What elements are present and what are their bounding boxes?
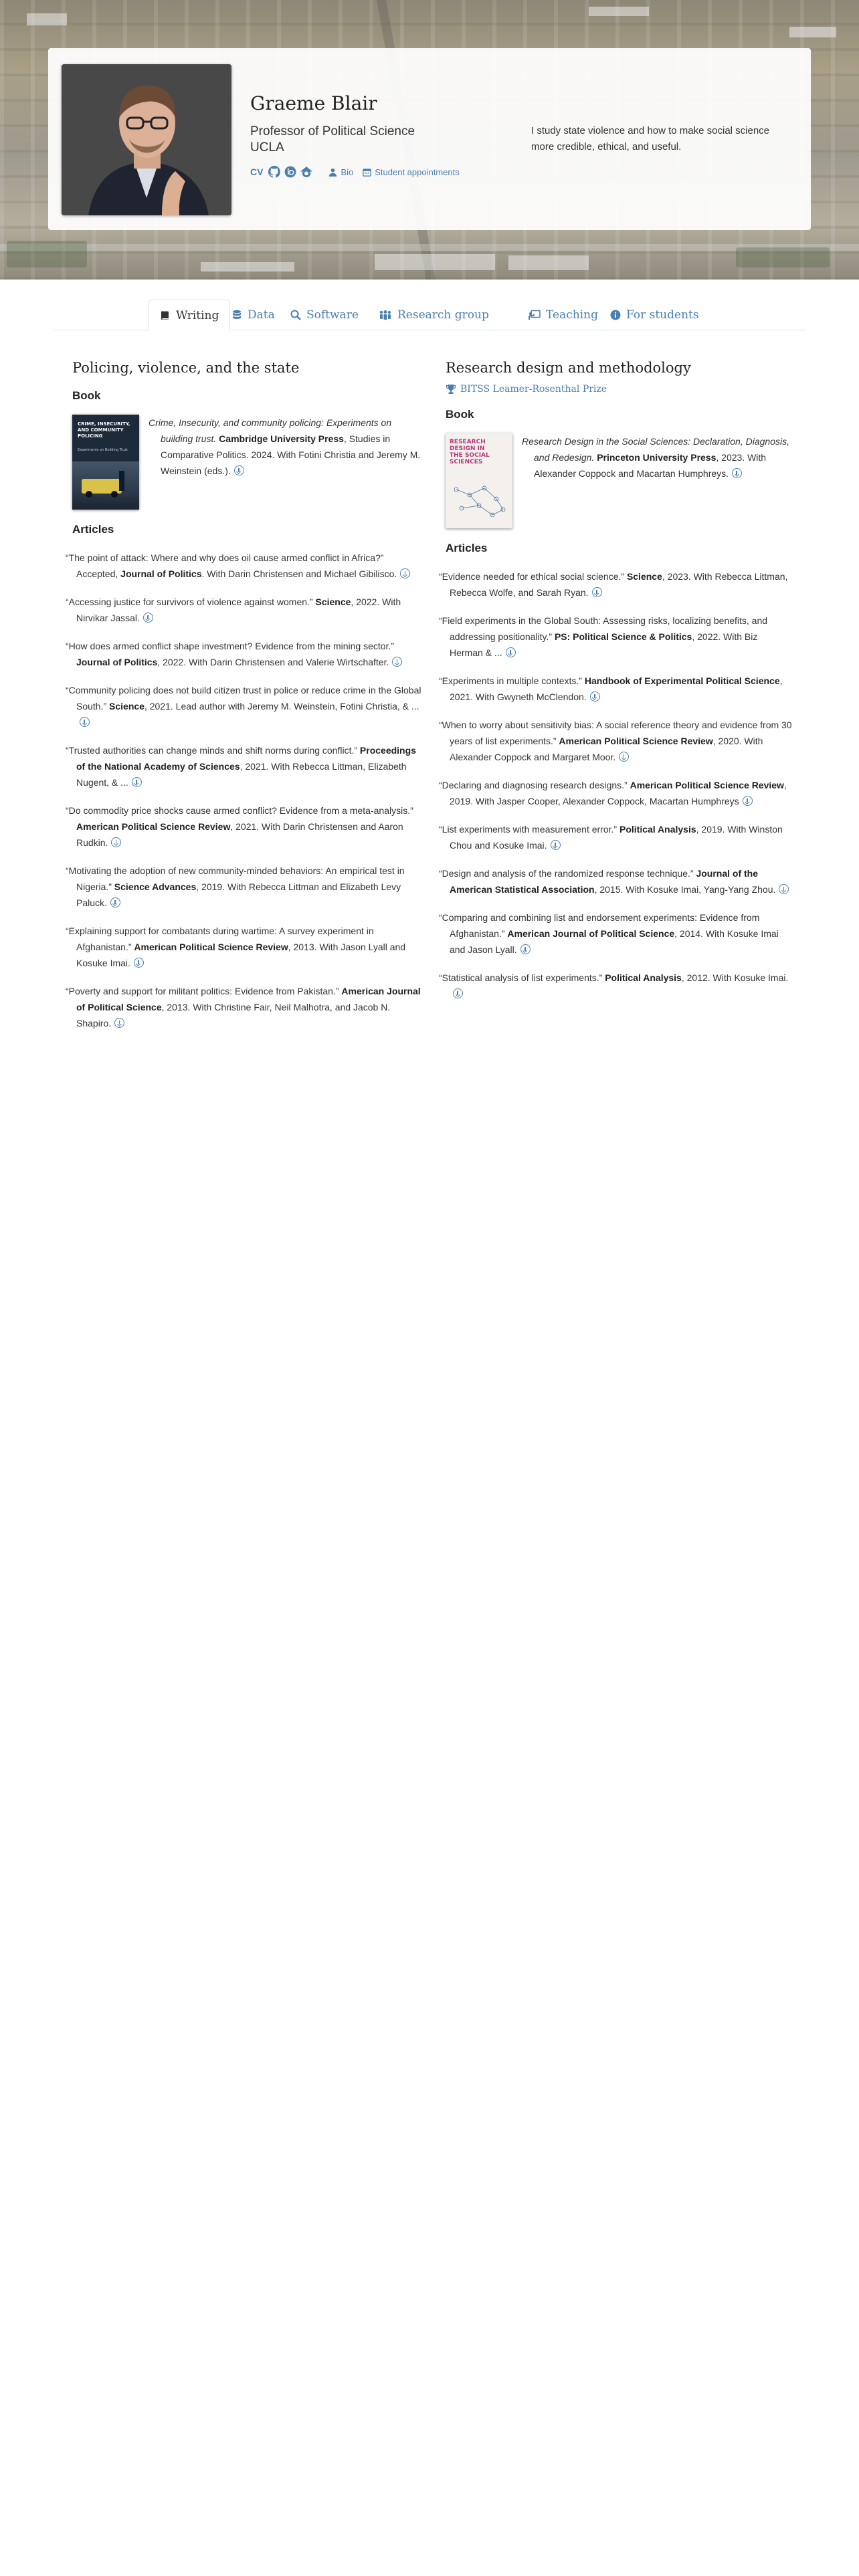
article-details: , 2021. With Rebecca Littman, Elizabeth Nugent, & ...	[76, 761, 407, 788]
portrait-image	[62, 64, 231, 215]
article-title: “Trusted authorities can change minds and shift norms during conflict.”	[66, 745, 358, 756]
tab-label: Writing	[176, 308, 219, 322]
book-cover[interactable]	[72, 415, 139, 510]
article-details: , 2022. With Darin Christensen and Valerie Wirtschafter.	[157, 657, 389, 667]
profile-name: Graeme Blair	[250, 92, 377, 114]
article-title: “Motivating the adoption of new community-minded behaviors: An empirical test in Nigeria.”	[66, 865, 405, 892]
tab-software[interactable]	[280, 300, 369, 330]
bio-label: Bio	[341, 167, 354, 177]
article-item	[439, 821, 793, 853]
download-icon[interactable]	[453, 988, 463, 998]
article-venue: Political Analysis	[605, 972, 682, 983]
articles-list	[439, 568, 793, 1002]
article-item	[66, 638, 421, 670]
article-item	[66, 682, 421, 730]
download-icon[interactable]	[551, 840, 561, 850]
download-icon[interactable]	[400, 568, 410, 578]
article-venue: Science	[109, 701, 145, 712]
download-icon[interactable]	[619, 752, 629, 762]
profile-photo	[62, 64, 231, 215]
search-code-icon	[290, 310, 301, 320]
book-citation	[522, 433, 793, 528]
download-icon[interactable]	[590, 691, 600, 702]
tab-writing[interactable]	[149, 300, 230, 331]
profile-position: Professor of Political Science	[250, 124, 415, 138]
article-details: , 2019. With Jasper Cooper, Alexander Coppock, Macartan Humphreys	[450, 780, 787, 807]
book-publisher[interactable]: Princeton University Press	[597, 452, 717, 463]
article-title: “List experiments with measurement error.”	[439, 824, 617, 835]
article-venue: American Political Science Review	[76, 821, 231, 832]
policing-column	[66, 356, 421, 1043]
articles-heading: Articles	[446, 542, 488, 554]
article-venue: American Political Science Review	[559, 736, 713, 746]
article-item	[66, 983, 421, 1031]
article-details: , 2013. With Christine Fair, Neil Malhotra, and Jacob N. Shapiro.	[76, 1002, 391, 1029]
trophy-icon	[446, 384, 456, 395]
article-details: , 2014. With Kosuke Imai and Jason Lyall.	[450, 928, 779, 955]
person-icon	[328, 168, 337, 177]
book-entry	[66, 415, 421, 510]
article-item	[439, 909, 793, 958]
tab-label: For students	[626, 308, 699, 322]
article-venue: Science	[315, 597, 351, 607]
hero-road	[0, 244, 859, 251]
article-title: “Do commodity price shocks cause armed conflict? Evidence from a meta-analysis.”	[66, 805, 413, 816]
article-venue: American Political Science Review	[134, 942, 288, 952]
article-details: , 2019. With Rebecca Littman and Elizabeth Levy Paluck.	[76, 881, 401, 908]
database-icon	[231, 310, 242, 320]
article-venue: Proceedings of the National Academy of Sciences	[76, 745, 416, 772]
download-icon[interactable]	[234, 465, 244, 475]
article-title: “Comparing and combining list and endorsement experiments: Evidence from Afghanistan.”	[439, 912, 760, 939]
cover-pattern	[450, 483, 508, 523]
article-details: , 2015. With Kosuke Imai, Yang-Yang Zhou.	[594, 884, 776, 895]
info-icon	[610, 310, 621, 320]
book-details: , 2023. With Alexander Coppock and Macartan Humphreys.	[534, 452, 767, 479]
article-title: “Field experiments in the Global South: Assessing risks, localizing benefits, and addressing positionality.”	[439, 615, 768, 642]
articles-heading: Articles	[72, 523, 114, 536]
tab-for-students[interactable]	[599, 300, 710, 330]
download-icon[interactable]	[110, 897, 120, 907]
article-item	[66, 802, 421, 851]
tab-label: Teaching	[546, 308, 598, 322]
article-title: “Accessing justice for survivors of violence against women.”	[66, 597, 313, 607]
download-icon[interactable]	[732, 468, 742, 478]
article-details: , 2012. With Kosuke Imai.	[681, 972, 789, 983]
article-title: “Design and analysis of the randomized response technique.”	[439, 868, 694, 879]
article-venue: Political Analysis	[619, 824, 696, 835]
download-icon[interactable]	[779, 884, 789, 894]
article-title: “Community policing does not build citizen trust in police or reduce crime in the Global South.”	[66, 685, 421, 712]
article-item	[66, 863, 421, 911]
article-item	[439, 970, 793, 1002]
article-details: , 2022. With Nirvikar Jassal.	[76, 597, 401, 623]
download-icon[interactable]	[506, 647, 516, 657]
section-tabs	[54, 300, 805, 330]
prize-label: BITSS Leamer-Rosenthal Prize	[460, 384, 607, 395]
article-venue: Science Advances	[114, 881, 197, 892]
article-venue: American Journal of Political Science	[507, 928, 675, 939]
prize-link[interactable]	[446, 384, 793, 395]
chalkboard-icon	[529, 310, 541, 320]
article-title: “Poverty and support for militant politics: Evidence from Pakistan.”	[66, 986, 339, 996]
article-venue: American Journal of Political Science	[76, 986, 421, 1012]
download-icon[interactable]	[743, 796, 753, 806]
article-details: , 2021. With Darin Christensen and Aaron Rudkin.	[76, 821, 403, 848]
methods-column	[439, 356, 793, 1014]
article-details: , 2021. Lead author with Jeremy M. Weinstein, Fotini Christia, & ...	[144, 701, 419, 712]
article-item	[439, 568, 793, 601]
profile-links	[250, 166, 469, 178]
calendar-icon	[363, 168, 371, 177]
tab-label: Research group	[397, 308, 489, 322]
tab-teaching[interactable]	[518, 300, 609, 330]
article-title: “Statistical analysis of list experiments.”	[439, 972, 603, 983]
book-icon	[160, 310, 171, 321]
articles-list	[66, 550, 421, 1031]
book-title: Research Design in the Social Sciences: Declaration, Diagnosis, and Redesign.	[522, 436, 789, 463]
article-details: , 2022. With Biz Herman & ...	[450, 631, 758, 658]
download-icon[interactable]	[80, 717, 90, 727]
article-item	[66, 923, 421, 971]
article-venue: Journal of Politics	[76, 657, 158, 667]
article-details: , 2019. With Winston Chou and Kosuke Imai.	[450, 824, 783, 851]
download-icon[interactable]	[143, 613, 153, 623]
article-title: “The point of attack: Where and why does oil cause armed conflict in Africa?” Accepted,	[66, 552, 384, 579]
article-title: “When to worry about sensitivity bias: A social reference theory and evidence from 30 years of list experiments.”	[439, 720, 792, 746]
google-scholar-icon[interactable]	[300, 166, 312, 178]
article-title: “Experiments in multiple contexts.”	[439, 675, 582, 686]
hero-banner	[0, 0, 859, 280]
tab-data[interactable]	[221, 300, 286, 330]
tab-label: Data	[248, 308, 275, 322]
article-title: “How does armed conflict shape investment? Evidence from the mining sector.”	[66, 641, 395, 651]
book-citation	[149, 415, 421, 510]
student-appointments-link[interactable]	[363, 167, 459, 177]
orcid-icon[interactable]	[284, 166, 296, 178]
cover-title: RESEARCH DESIGN IN THE SOCIAL SCIENCES	[450, 439, 490, 465]
cover-title: CRIME, INSECURITY, AND COMMUNITY POLICING	[78, 421, 130, 439]
article-venue: Handbook of Experimental Political Science	[584, 675, 780, 686]
article-details: , 2023. With Rebecca Littman, Rebecca Wolfe, and Sarah Ryan.	[450, 571, 788, 598]
article-item	[66, 550, 421, 582]
article-details: , 2020. With Alexander Coppock and Margaret Moor.	[450, 736, 763, 762]
article-venue: Journal of Politics	[120, 568, 202, 579]
bio-link[interactable]	[328, 167, 353, 177]
book-heading: Book	[72, 389, 101, 402]
book-cover[interactable]	[446, 433, 512, 528]
book-title: Crime, Insecurity, and community policing: Experiments on building trust.	[149, 417, 392, 444]
article-item	[66, 594, 421, 626]
github-icon[interactable]	[268, 166, 280, 178]
profile-card	[48, 48, 811, 230]
article-venue: PS: Political Science & Politics	[554, 631, 692, 642]
article-item	[439, 865, 793, 897]
download-icon[interactable]	[134, 958, 144, 968]
profile-institution: UCLA	[250, 140, 284, 154]
download-icon[interactable]	[132, 777, 142, 787]
student-appointments-label: Student appointments	[375, 167, 460, 177]
article-item	[439, 613, 793, 661]
download-icon[interactable]	[392, 657, 402, 667]
download-icon[interactable]	[114, 1018, 124, 1028]
section-title: Research design and methodology	[446, 360, 691, 376]
book-publisher[interactable]: Cambridge University Press	[219, 433, 344, 444]
people-icon	[379, 310, 392, 320]
download-icon[interactable]	[592, 587, 602, 597]
article-venue: Journal of the American Statistical Association	[450, 868, 759, 895]
article-title: “Evidence needed for ethical social science.”	[439, 571, 625, 582]
article-venue: Science	[626, 571, 662, 582]
article-venue: American Political Science Review	[630, 780, 784, 790]
book-details: , Studies in Comparative Politics. 2024. With Fotini Christia and Jeremy M. Weinstein (eds.).	[161, 433, 421, 476]
section-title: Policing, violence, and the state	[72, 360, 300, 376]
article-title: “Explaining support for combatants during wartime: A survey experiment in Afghanistan.”	[66, 926, 374, 952]
article-details: , 2021. With Gwyneth McClendon.	[450, 675, 783, 702]
article-details: , 2013. With Jason Lyall and Kosuke Imai.	[76, 942, 406, 968]
article-item	[66, 742, 421, 790]
cv-link[interactable]: CV	[250, 167, 264, 177]
download-icon[interactable]	[520, 944, 531, 954]
download-icon[interactable]	[111, 837, 121, 847]
article-title: “Declaring and diagnosing research designs.”	[439, 780, 628, 790]
tab-research-group[interactable]	[368, 300, 500, 330]
article-item	[439, 777, 793, 809]
profile-tagline: I study state violence and how to make social science more credible, ethical, and useful.	[531, 125, 770, 152]
article-details: . With Darin Christensen and Michael Gibilisco.	[201, 568, 397, 579]
book-entry	[439, 433, 793, 528]
tab-label: Software	[306, 308, 359, 322]
article-item	[439, 673, 793, 705]
cover-subtitle: Experiments on Building Trust	[78, 448, 128, 452]
book-heading: Book	[446, 408, 474, 421]
article-item	[439, 717, 793, 765]
